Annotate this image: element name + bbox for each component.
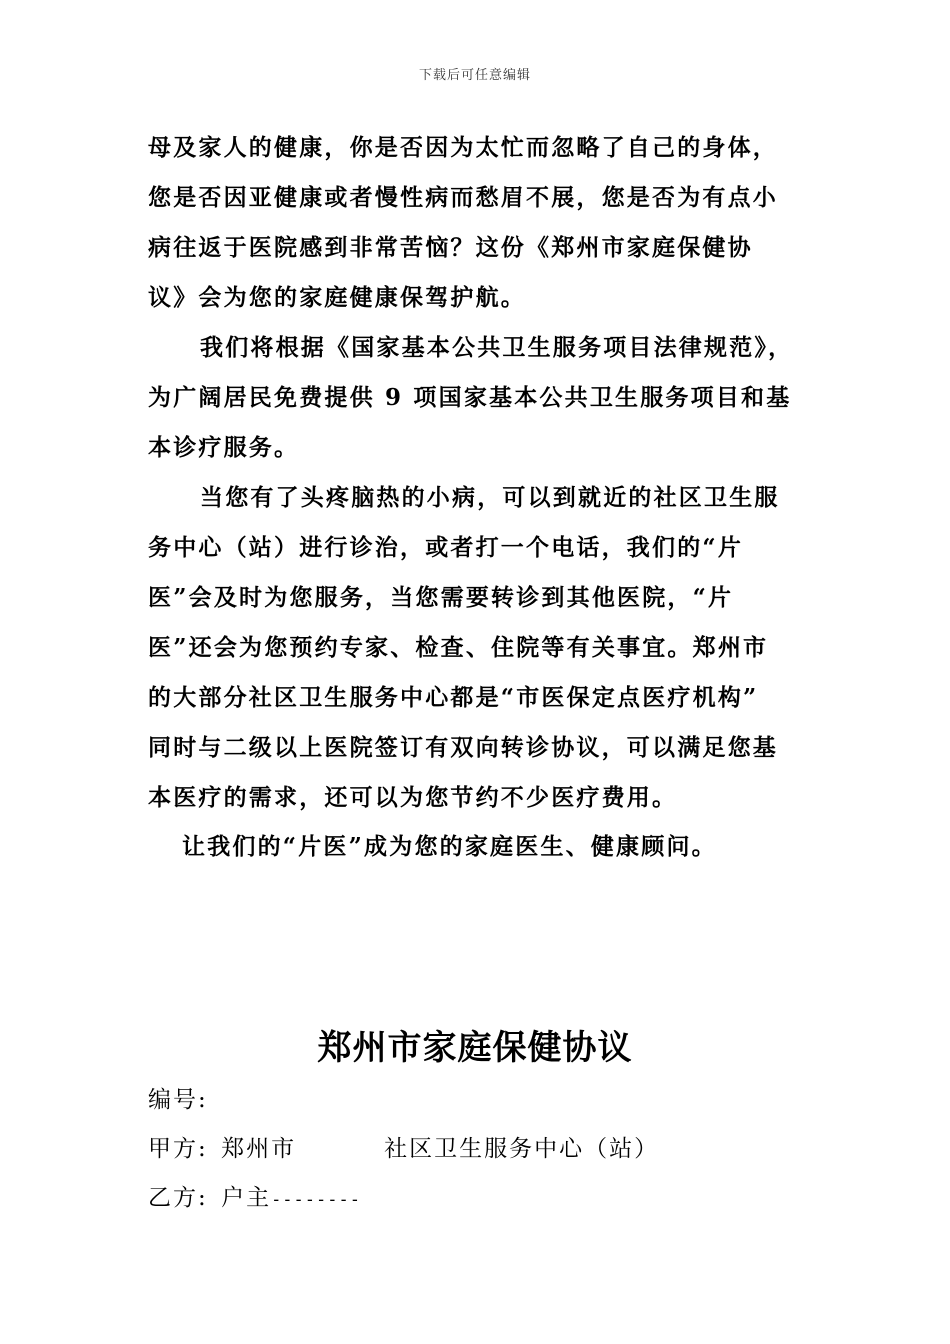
text-line: 医”还会为您预约专家、检查、住院等有关事宜。郑州市 — [148, 634, 769, 661]
agreement-number-row — [148, 1081, 212, 1114]
party-a-city: 郑州市 — [221, 1136, 297, 1162]
party-b-blank-line: -------- — [271, 1190, 361, 1210]
text-line: 为广阔居民免费提供 9 项国家基本公共卫生服务项目和基 — [148, 384, 792, 411]
agreement-title: 郑州市家庭保健协议 — [317, 1028, 633, 1068]
text-line: 当您有了头疼脑热的小病，可以到就近的社区卫生服 — [200, 484, 780, 511]
text-line: 您是否因亚健康或者慢性病而愁眉不展，您是否为有点小 — [148, 184, 778, 211]
text-line: 同时与二级以上医院签订有双向转诊协议，可以满足您基 — [148, 734, 778, 761]
page-header-note: 下载后可任意编辑 — [418, 68, 531, 83]
text-line: 务中心（站）进行诊治，或者打一个电话，我们的“片 — [148, 534, 744, 561]
text-line: 让我们的“片医”成为您的家庭医生、健康顾问。 — [182, 833, 717, 860]
text-line: 病往返于医院感到非常苦恼？这份《郑州市家庭保健协 — [148, 234, 753, 261]
number-label: 编号: — [148, 1087, 208, 1113]
party-b-row — [148, 1179, 361, 1212]
intro-paragraph-3 — [148, 473, 808, 823]
text-line: 的大部分社区卫生服务中心都是“市医保定点医疗机构” — [148, 684, 759, 711]
party-a-label: 甲方: — [148, 1136, 208, 1162]
text-line: 母及家人的健康，你是否因为太忙而忽略了自己的身体， — [148, 134, 778, 161]
text-line: 医”会及时为您服务，当您需要转诊到其他医院，“片 — [148, 584, 734, 611]
party-a-org: 社区卫生服务中心（站） — [384, 1136, 660, 1162]
party-b-label: 乙方: — [148, 1185, 208, 1211]
intro-paragraph-4 — [148, 822, 808, 872]
text-line: 本诊疗服务。 — [148, 434, 300, 461]
intro-paragraph-1 — [148, 123, 808, 323]
party-b-role: 户主 — [221, 1185, 272, 1211]
text-line: 议》会为您的家庭健康保驾护航。 — [148, 284, 526, 311]
intro-paragraph-2 — [148, 323, 808, 473]
text-line: 本医疗的需求，还可以为您节约不少医疗费用。 — [148, 784, 678, 811]
party-a-row — [148, 1130, 659, 1163]
text-line: 我们将根据《国家基本公共卫生服务项目法律规范》， — [200, 334, 794, 361]
